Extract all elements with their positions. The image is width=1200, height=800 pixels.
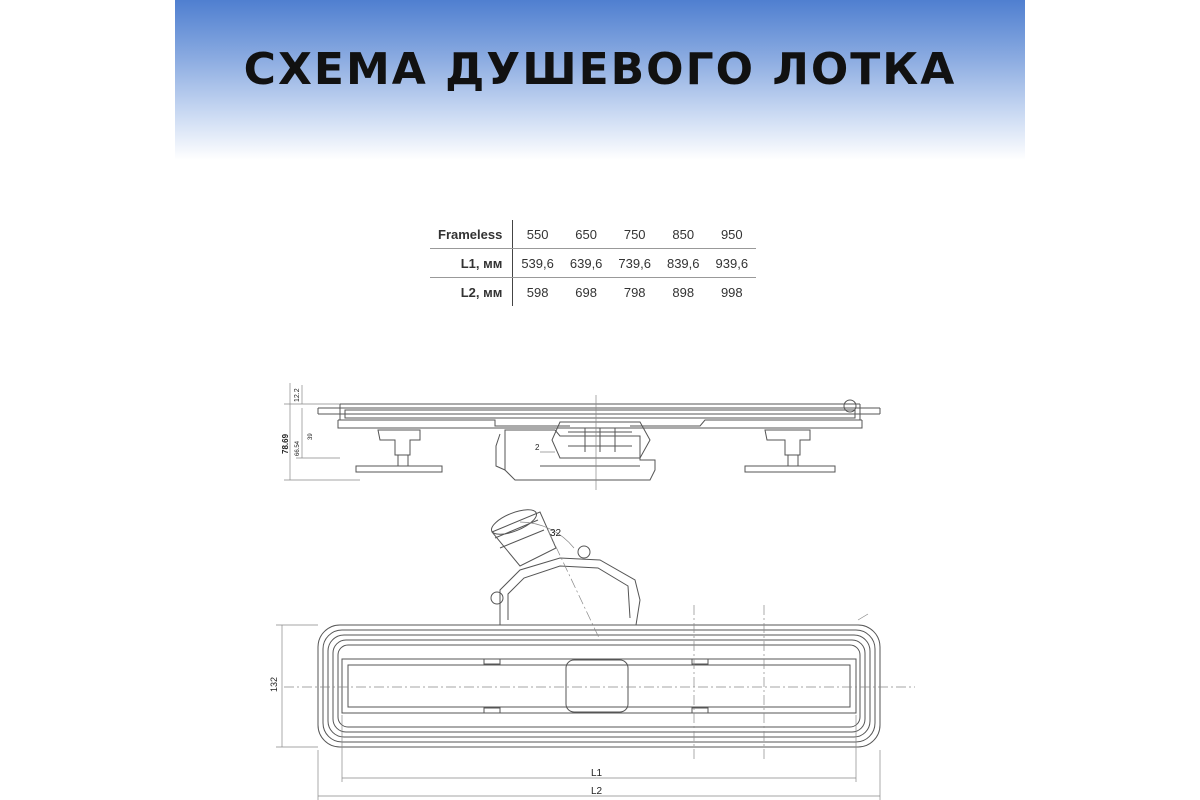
dim-width-label: 132 — [269, 676, 279, 692]
channel-clips — [484, 659, 708, 713]
channel-inner — [348, 665, 850, 707]
dim-angle-label: 32 — [550, 528, 562, 539]
side-view — [284, 383, 880, 490]
drain-slot — [566, 660, 628, 712]
table-cell: 639,6 — [562, 249, 611, 278]
right-foot — [745, 430, 835, 472]
table-cell: 698 — [575, 284, 597, 300]
table-header-label: Frameless — [430, 220, 513, 249]
dim-two-label: 2 — [535, 443, 540, 452]
dim-small-label: 39 — [308, 433, 314, 440]
tray-ridge-1 — [323, 630, 875, 742]
outlet-pipe — [492, 512, 556, 566]
mount-lug-left — [491, 592, 503, 604]
tray-ridge-3 — [333, 640, 865, 732]
table-cell: 950 — [708, 220, 757, 249]
tray-outline — [318, 625, 880, 747]
table-cell: 998 — [720, 284, 743, 300]
channel-outline — [342, 659, 856, 713]
mount-lug-right — [578, 546, 590, 558]
table-cell: 850 — [659, 220, 708, 249]
dim-total-label: 78.69 — [281, 433, 290, 454]
table-cell: 898 — [672, 284, 695, 300]
table-row-label: L2, мм — [430, 278, 513, 307]
siphon-outlet — [496, 434, 640, 470]
table-cell: 650 — [562, 220, 611, 249]
outlet-opening — [488, 505, 539, 540]
siphon-housing-inner — [508, 566, 630, 620]
table-cell: 539,6 — [513, 249, 562, 278]
table-cell: 839,6 — [659, 249, 708, 278]
tray-ridge-2 — [328, 635, 870, 737]
top-dimension-lines — [276, 522, 880, 800]
dim-l1-label: L1 — [591, 768, 603, 779]
table-cell: 750 — [610, 220, 659, 249]
siphon-body — [505, 430, 655, 480]
table-cell: 798 — [623, 284, 646, 300]
left-foot — [356, 430, 442, 472]
table-cell: 598 — [526, 284, 549, 300]
tray-ridge-4 — [338, 645, 860, 727]
page-title: СХЕМА ДУШЕВОГО ЛОТКА — [243, 44, 957, 95]
top-view — [276, 505, 915, 800]
table-cell: 939,6 — [708, 249, 757, 278]
siphon-grid — [552, 422, 650, 458]
dim-mid-label: 66.54 — [295, 440, 301, 456]
siphon-housing — [500, 558, 640, 625]
table-row-label: L1, мм — [430, 249, 513, 278]
table-cell: 550 — [513, 220, 562, 249]
dim-l2-label: L2 — [591, 786, 603, 797]
dim-top-label: 12.2 — [294, 388, 301, 402]
channel-body — [338, 420, 862, 428]
dimension-lines — [284, 383, 596, 490]
table-cell: 739,6 — [610, 249, 659, 278]
